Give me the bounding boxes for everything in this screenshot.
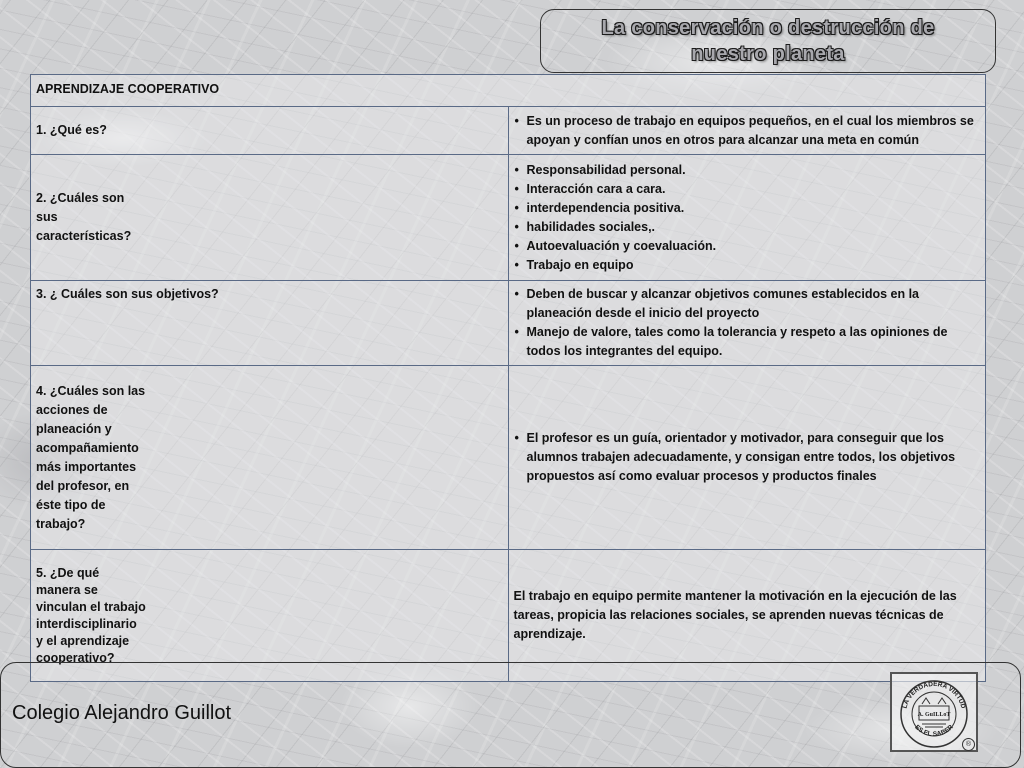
list-item: • Responsabilidad personal. bbox=[527, 161, 981, 180]
list-item: • habilidades sociales,. bbox=[527, 218, 981, 237]
list-item: • Interacción cara a cara. bbox=[527, 180, 981, 199]
answer-cell bbox=[508, 366, 986, 550]
question-cell bbox=[31, 366, 509, 550]
question-cell bbox=[31, 107, 509, 155]
cooperative-learning-table bbox=[30, 74, 986, 682]
logo-bottom-text: ES EL SABER bbox=[913, 723, 955, 739]
table-header: APRENDIZAJE COOPERATIVO bbox=[31, 75, 986, 107]
table-header-row bbox=[31, 75, 986, 107]
question-text: 4. ¿Cuáles son las acciones de planeación y acompañamiento más importantes del profesor, en éste tipo de trabajo? bbox=[36, 383, 146, 531]
list-item: • Trabajo en equipo bbox=[527, 256, 981, 275]
list-item: • Manejo de valore, tales como la tolerancia y respeto a las opiniones de todos los integrantes del equipo. bbox=[527, 323, 981, 361]
answer-list bbox=[514, 429, 981, 486]
list-item: • interdependencia positiva. bbox=[527, 199, 981, 218]
answer-cell bbox=[508, 281, 986, 366]
list-item: • Autoevaluación y coevaluación. bbox=[527, 237, 981, 256]
question-text: 2. ¿Cuáles son sus características? bbox=[36, 191, 132, 243]
answer-cell bbox=[508, 107, 986, 155]
answer-text: El trabajo en equipo permite mantener la motivación en la ejecución de las tareas, propicia las relaciones sociales, se aprenden nuevas técnicas de aprendizaje. bbox=[513, 589, 957, 641]
svg-text:ES EL SABER bbox=[913, 724, 955, 738]
answer-list bbox=[514, 112, 981, 150]
table-row bbox=[31, 366, 986, 550]
title-line-2: nuestro planeta bbox=[691, 43, 845, 65]
question-text: 1. ¿Qué es? bbox=[36, 123, 107, 137]
title-box bbox=[540, 9, 996, 73]
answer-cell bbox=[508, 155, 986, 281]
question-cell bbox=[31, 281, 509, 366]
answer-list bbox=[514, 285, 981, 361]
answer-list bbox=[514, 161, 981, 275]
table-row bbox=[31, 155, 986, 281]
svg-text:LA VERDADERA VIRTUD bbox=[902, 681, 967, 710]
question-text: 3. ¿ Cuáles son sus objetivos? bbox=[36, 287, 219, 301]
title-line-1: La conservación o destrucción de bbox=[601, 17, 935, 39]
logo-top-text: LA VERDADERA VIRTUD bbox=[901, 680, 967, 710]
table-row bbox=[31, 107, 986, 155]
list-item: • Es un proceso de trabajo en equipos pequeños, en el cual los miembros se apoyan y confían unos en otros para alcanzar una meta en común bbox=[527, 112, 981, 150]
page-title bbox=[558, 15, 978, 67]
table-row bbox=[31, 281, 986, 366]
list-item: • Deben de buscar y alcanzar objetivos comunes establecidos en la planeación desde el inicio del proyecto bbox=[527, 285, 981, 323]
school-name: Colegio Alejandro Guillot bbox=[12, 702, 232, 724]
list-item: • El profesor es un guía, orientador y motivador, para conseguir que los alumnos trabajen adecuadamente, y consigan entre todos, los objetivos propuestos así como evaluar procesos y productos finales bbox=[527, 429, 981, 486]
logo-center-text: A. GuILLoT bbox=[917, 712, 951, 718]
question-cell bbox=[31, 155, 509, 281]
registered-mark-icon: ® bbox=[962, 738, 975, 751]
question-text: 5. ¿De qué manera se vinculan el trabajo interdisciplinario y el aprendizaje cooperativo? bbox=[36, 565, 146, 665]
